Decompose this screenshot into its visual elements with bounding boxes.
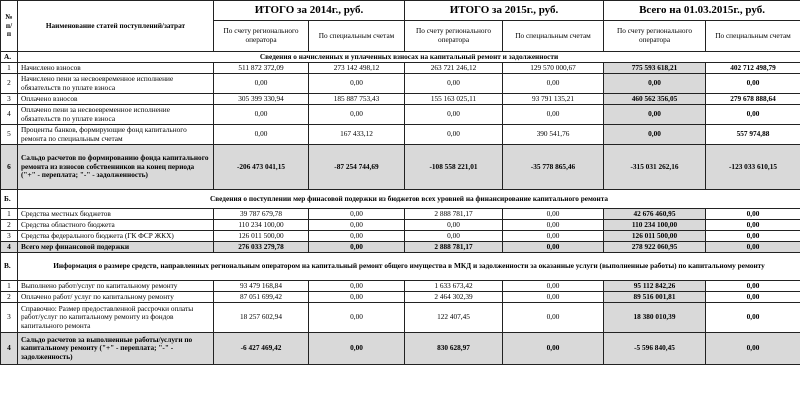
value-regional-total: 0,00 (604, 105, 706, 125)
value-special-2015: 93 791 135,21 (503, 94, 604, 105)
value-regional-2015: 0,00 (405, 125, 503, 145)
table-row-balance (1, 333, 800, 365)
value-regional-total: 775 593 618,21 (604, 63, 706, 74)
value-regional-2014: 39 787 679,78 (214, 209, 309, 220)
value-regional-total: -5 596 840,45 (604, 333, 706, 365)
value-regional-total: 110 234 100,00 (604, 220, 706, 231)
value-special-2015: 0,00 (503, 292, 604, 303)
row-number: 2 (1, 220, 18, 231)
section-title: Сведения о начисленных и уплаченных взносах на капитальный ремонт и задолженности (18, 52, 800, 63)
value-regional-total: 278 922 060,95 (604, 242, 706, 253)
value-regional-2015: 0,00 (405, 105, 503, 125)
value-regional-2014: 0,00 (214, 125, 309, 145)
value-special-2014: 0,00 (309, 242, 405, 253)
value-special-2014: 167 433,12 (309, 125, 405, 145)
table-row (1, 63, 800, 74)
value-special-2015: 0,00 (503, 231, 604, 242)
row-label: Средства федерального бюджета (ГК ФСР ЖКХ) (18, 231, 214, 242)
value-special-2014: 0,00 (309, 220, 405, 231)
header-name: Наименование статей поступлений/затрат (18, 1, 214, 52)
section-letter: А. (1, 52, 18, 63)
row-number: 2 (1, 292, 18, 303)
value-special-total: 0,00 (706, 333, 800, 365)
table-row (1, 231, 800, 242)
row-number: 2 (1, 74, 18, 94)
value-regional-total: 460 562 356,05 (604, 94, 706, 105)
header-special-2015: По специальным счетам (503, 21, 604, 52)
value-special-2014: 0,00 (309, 105, 405, 125)
value-special-total: 0,00 (706, 281, 800, 292)
value-special-2014: 0,00 (309, 209, 405, 220)
row-number: 5 (1, 125, 18, 145)
value-regional-2014: 110 234 100,00 (214, 220, 309, 231)
value-regional-2015: 1 633 673,42 (405, 281, 503, 292)
row-label: Оплачено работ/ услуг по капитальному ремонту (18, 292, 214, 303)
value-special-total: 0,00 (706, 74, 800, 94)
value-regional-2014: 0,00 (214, 105, 309, 125)
table-row (1, 292, 800, 303)
value-special-2014: 0,00 (309, 74, 405, 94)
value-special-2014: 0,00 (309, 292, 405, 303)
value-special-2015: 390 541,76 (503, 125, 604, 145)
row-number: 4 (1, 105, 18, 125)
value-regional-2014: 276 033 279,78 (214, 242, 309, 253)
row-label: Справочно: Размер предоставленной рассрочки оплаты работ/услуг по капитальному ремонту из фондов капитального ремонта (18, 303, 214, 333)
value-special-2014: 0,00 (309, 231, 405, 242)
value-regional-total: 0,00 (604, 125, 706, 145)
value-special-total: 0,00 (706, 209, 800, 220)
row-label: Сальдо расчетов по формированию фонда капитального ремонта из взносов собственников на конец периода ("+" - переплата; "-" - задолженность) (18, 145, 214, 190)
value-regional-2015: 2 888 781,17 (405, 209, 503, 220)
header-period-total: Всего на 01.03.2015г., руб. (604, 1, 800, 21)
value-regional-total: 89 516 001,81 (604, 292, 706, 303)
value-special-2014: 273 142 498,12 (309, 63, 405, 74)
table-row (1, 74, 800, 94)
value-special-total: 402 712 498,79 (706, 63, 800, 74)
header-regional-total: По счету регионального оператора (604, 21, 706, 52)
value-regional-2015: 830 628,97 (405, 333, 503, 365)
row-number: 1 (1, 209, 18, 220)
value-regional-total: 126 011 500,00 (604, 231, 706, 242)
header-row-periods (1, 1, 800, 21)
table-row (1, 105, 800, 125)
value-regional-total: -315 031 262,16 (604, 145, 706, 190)
table-row (1, 220, 800, 231)
value-special-2015: 0,00 (503, 105, 604, 125)
section-c-header (1, 253, 800, 281)
value-regional-total: 0,00 (604, 74, 706, 94)
row-label: Начислено пени за несвоевременное исполнение обязательств по уплате взноса (18, 74, 214, 94)
value-regional-2015: 2 464 302,39 (405, 292, 503, 303)
header-num: № п/п (1, 1, 18, 52)
value-regional-2015: 0,00 (405, 220, 503, 231)
table-row (1, 94, 800, 105)
value-special-2015: 0,00 (503, 281, 604, 292)
header-special-2014: По специальным счетам (309, 21, 405, 52)
table-row-balance (1, 145, 800, 190)
value-regional-2014: -206 473 041,15 (214, 145, 309, 190)
row-label: Начислено взносов (18, 63, 214, 74)
section-a-header (1, 52, 800, 63)
value-special-2015: 0,00 (503, 242, 604, 253)
row-number: 3 (1, 94, 18, 105)
value-special-2015: 0,00 (503, 333, 604, 365)
row-number: 3 (1, 303, 18, 333)
value-special-total: 0,00 (706, 303, 800, 333)
value-regional-2015: 2 888 781,17 (405, 242, 503, 253)
value-special-total: 0,00 (706, 231, 800, 242)
row-number: 4 (1, 242, 18, 253)
value-special-total: 0,00 (706, 220, 800, 231)
section-title: Сведения о поступлении мер финасовой подержки из бюджетов всех уровней на финансирование капитального ремонта (18, 190, 800, 209)
section-letter: В. (1, 253, 18, 281)
value-regional-2014: 511 872 372,09 (214, 63, 309, 74)
value-special-2014: -87 254 744,69 (309, 145, 405, 190)
value-special-2015: -35 778 865,46 (503, 145, 604, 190)
value-special-2014: 0,00 (309, 333, 405, 365)
value-special-2015: 0,00 (503, 209, 604, 220)
value-special-total: 279 678 888,64 (706, 94, 800, 105)
row-number: 6 (1, 145, 18, 190)
row-number: 1 (1, 63, 18, 74)
value-regional-2014: -6 427 469,42 (214, 333, 309, 365)
header-period-2015: ИТОГО за 2015г., руб. (405, 1, 604, 21)
row-label: Выполнено работ/услуг по капитальному ремонту (18, 281, 214, 292)
value-special-total: 0,00 (706, 105, 800, 125)
value-special-2015: 0,00 (503, 74, 604, 94)
row-label: Проценты банков, формирующие фонд капитального ремонта по специальным счетам (18, 125, 214, 145)
value-regional-2015: 263 721 246,12 (405, 63, 503, 74)
value-special-2015: 0,00 (503, 303, 604, 333)
value-regional-2015: -108 558 221,01 (405, 145, 503, 190)
value-regional-2014: 93 479 168,84 (214, 281, 309, 292)
row-number: 4 (1, 333, 18, 365)
table-row (1, 209, 800, 220)
value-special-2014: 0,00 (309, 303, 405, 333)
value-special-total: 0,00 (706, 292, 800, 303)
section-title: Информация о размере средств, направленных региональным оператором на капитальный ремонт общего имущества в МКД и задолженности за оказанные услуги (выполненные работы) по капитальному ремонту (18, 253, 800, 281)
value-regional-2014: 87 051 699,42 (214, 292, 309, 303)
row-number: 1 (1, 281, 18, 292)
value-special-2015: 129 570 000,67 (503, 63, 604, 74)
row-label: Средства местных бюджетов (18, 209, 214, 220)
value-special-2015: 0,00 (503, 220, 604, 231)
row-label: Оплачено пени за несвоевременное исполнение обязательств по уплате взноса (18, 105, 214, 125)
value-special-2014: 0,00 (309, 281, 405, 292)
value-regional-2015: 0,00 (405, 74, 503, 94)
table-row-total (1, 242, 800, 253)
value-regional-2014: 18 257 602,94 (214, 303, 309, 333)
value-regional-2015: 0,00 (405, 231, 503, 242)
table-row (1, 125, 800, 145)
value-regional-2015: 122 407,45 (405, 303, 503, 333)
value-regional-total: 42 676 460,95 (604, 209, 706, 220)
value-regional-2014: 126 011 500,00 (214, 231, 309, 242)
row-label: Всего мер финансовой подержки (18, 242, 214, 253)
table-row (1, 281, 800, 292)
header-special-total: По специальным счетам (706, 21, 800, 52)
row-label: Сальдо расчетов за выполненные работы/услуги по капитальному ремонту ("+" - переплата; "-" - задолженность) (18, 333, 214, 365)
value-regional-2015: 155 163 025,11 (405, 94, 503, 105)
value-special-2014: 185 887 753,43 (309, 94, 405, 105)
row-label: Средства областного бюджета (18, 220, 214, 231)
value-regional-total: 95 112 842,26 (604, 281, 706, 292)
section-letter: Б. (1, 190, 18, 209)
value-regional-2014: 0,00 (214, 74, 309, 94)
row-label: Оплачено взносов (18, 94, 214, 105)
value-special-total: -123 033 610,15 (706, 145, 800, 190)
table-row (1, 303, 800, 333)
value-regional-total: 18 380 010,39 (604, 303, 706, 333)
header-regional-2015: По счету регионального оператора (405, 21, 503, 52)
header-period-2014: ИТОГО за 2014г., руб. (214, 1, 405, 21)
row-number: 3 (1, 231, 18, 242)
header-regional-2014: По счету регионального оператора (214, 21, 309, 52)
section-b-header (1, 190, 800, 209)
value-special-total: 0,00 (706, 242, 800, 253)
value-special-total: 557 974,88 (706, 125, 800, 145)
value-regional-2014: 305 399 330,94 (214, 94, 309, 105)
